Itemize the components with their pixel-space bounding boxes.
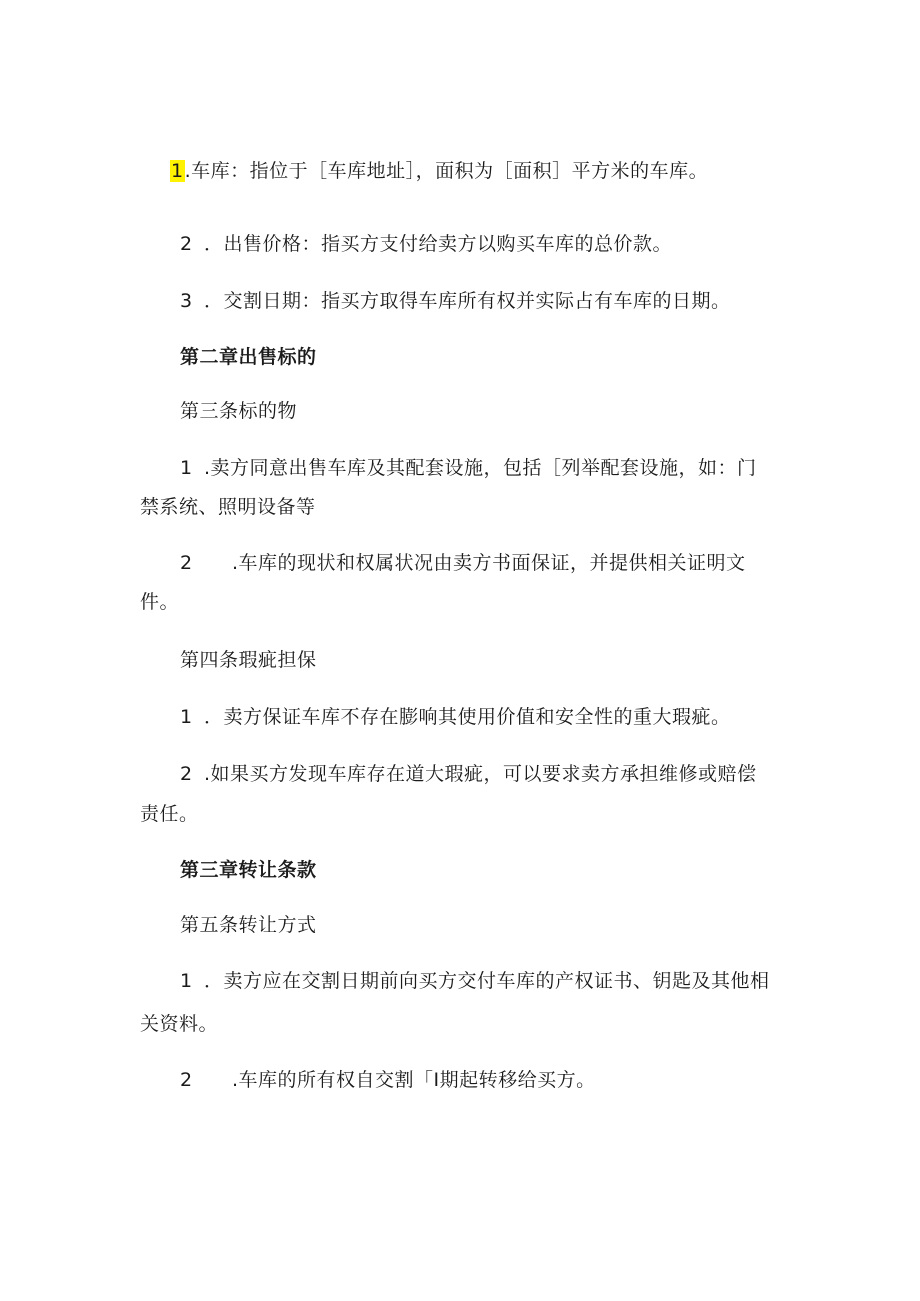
chapter-heading: 第二章出售标的: [180, 346, 317, 368]
article-item: [180, 455, 757, 481]
item-continuation: 责任。: [140, 803, 199, 825]
article-item: [180, 761, 757, 787]
item-number: 1: [180, 706, 193, 728]
item-number: 2: [180, 1069, 193, 1091]
item-text: .如果买方发现车库存在道大瑕疵，可以要求卖方承担维修或赔偿: [204, 763, 757, 785]
chapter-heading: 第三章转让条款: [180, 859, 317, 881]
highlighted-number: 1: [171, 160, 184, 182]
item-text: .车库的所有权自交割「I期起转移给买方。: [232, 1069, 596, 1091]
item-continuation: 件。: [140, 591, 180, 613]
item-continuation: 禁系统、照明设备等: [140, 496, 316, 518]
item-number: 2: [180, 552, 193, 574]
article-item: [180, 704, 731, 730]
article-item: [180, 1067, 596, 1093]
definition-text: ．交割日期：指买方取得车库所有权并实际占有车库的日期。: [204, 290, 731, 312]
item-text: ．卖方保证车库不存在膨响其使用价值和安全性的重大瑕疵。: [204, 706, 731, 728]
item-number: 2: [180, 763, 193, 785]
definition-text: ．出售价格：指买方支付给卖方以购买车库的总价款。: [204, 233, 673, 255]
article-item: [180, 968, 770, 994]
article-item: [180, 550, 746, 576]
article-heading: 第五条转让方式: [180, 914, 317, 936]
definition-item-3: [180, 288, 731, 314]
item-text: ．卖方应在交割日期前向买方交付车库的产权证书、钥匙及其他相: [204, 970, 770, 992]
article-heading: 第三条标的物: [180, 400, 298, 422]
item-number: 1: [180, 457, 193, 479]
item-number: 1: [180, 970, 193, 992]
article-heading: 第四条瑕疵担保: [180, 649, 317, 671]
definition-text: .车库：指位于［车库地址］，面积为［面积］平方米的车库。: [184, 160, 709, 182]
item-continuation: 关资料。: [140, 1013, 219, 1035]
item-text: .车库的现状和权属状况由卖方书面保证，并提供相关证明文: [232, 552, 746, 574]
item-number: 2: [180, 233, 193, 255]
item-number: 3: [180, 290, 193, 312]
definition-item-2: [180, 231, 672, 257]
definition-item-1: [170, 158, 708, 184]
item-text: .卖方同意出售车库及其配套设施，包括［列举配套设施，如：门: [204, 457, 757, 479]
